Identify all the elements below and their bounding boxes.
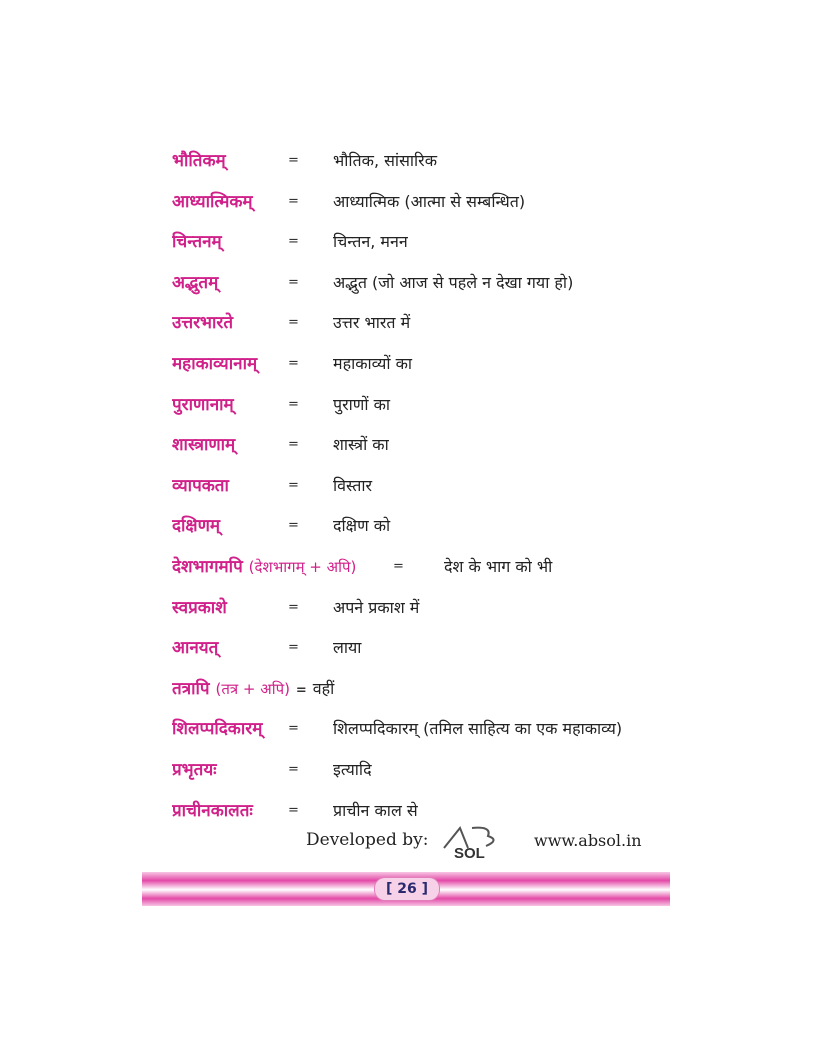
glossary-meaning: वहीं xyxy=(312,678,335,698)
glossary-term: व्यापकता xyxy=(172,475,229,496)
equals-sign: = xyxy=(295,682,307,698)
glossary-row xyxy=(172,512,692,553)
glossary-term-word: देशभागमपि xyxy=(172,556,243,577)
equals-sign: = xyxy=(288,761,299,777)
glossary-meaning: भौतिक, सांसारिक xyxy=(333,151,438,170)
glossary-row xyxy=(172,553,692,594)
glossary-row xyxy=(172,756,692,797)
glossary-row xyxy=(172,228,692,269)
glossary-meaning: विस्तार xyxy=(333,475,373,495)
glossary-meaning: अपने प्रकाश में xyxy=(333,597,420,617)
equals-sign: = xyxy=(288,721,299,737)
equals-sign: = xyxy=(288,396,299,412)
glossary-term-note: (देशभागम् + अपि) xyxy=(248,557,357,576)
equals-sign: = xyxy=(288,640,299,656)
glossary-row xyxy=(172,188,692,229)
glossary-term: शिलप्पदिकारम् xyxy=(172,719,263,740)
equals-sign: = xyxy=(288,802,299,818)
glossary-term: उत्तरभारते xyxy=(172,313,234,334)
equals-sign: = xyxy=(288,477,299,493)
glossary-meaning: देश के भाग को भी xyxy=(444,556,553,576)
equals-sign: = xyxy=(288,153,299,168)
glossary-row xyxy=(172,309,692,350)
equals-sign: = xyxy=(288,437,299,453)
glossary-meaning: चिन्तन, मनन xyxy=(333,232,408,252)
logo-b-shape xyxy=(472,828,494,846)
glossary-meaning: महाकाव्यों का xyxy=(333,353,413,373)
glossary-meaning: अद्भुत (जो आज से पहले न देखा गया हो) xyxy=(333,272,574,292)
equals-sign: = xyxy=(288,355,299,371)
equals-sign: = xyxy=(288,234,299,250)
glossary-row xyxy=(172,269,692,310)
glossary-meaning: शास्त्रों का xyxy=(333,435,389,455)
glossary-term: महाकाव्यानाम् xyxy=(172,353,258,374)
glossary-row xyxy=(172,350,692,391)
equals-sign: = xyxy=(288,315,299,331)
glossary-term: पुराणानाम् xyxy=(172,394,234,415)
glossary-term: चिन्तनम् xyxy=(172,232,222,253)
glossary-row xyxy=(172,147,692,188)
glossary-list xyxy=(172,147,692,827)
glossary-row xyxy=(172,797,692,828)
equals-sign: = xyxy=(393,558,404,574)
developed-by-label: Developed by: xyxy=(306,830,429,850)
glossary-meaning: शिलप्पदिकारम् (तमिल साहित्य का एक महाकाव्य) xyxy=(333,719,623,739)
glossary-row xyxy=(172,472,692,513)
glossary-meaning: लाया xyxy=(333,638,362,658)
website-link[interactable]: www.absol.in xyxy=(534,831,642,850)
glossary-meaning: आध्यात्मिक (आत्मा से सम्बन्धित) xyxy=(333,191,526,211)
glossary-term: प्रभृतयः xyxy=(172,759,217,780)
glossary-row xyxy=(172,675,692,716)
glossary-meaning: इत्यादि xyxy=(333,759,372,779)
equals-sign: = xyxy=(288,274,299,290)
glossary-term-word: तत्रापि xyxy=(172,678,210,699)
glossary-meaning: प्राचीन काल से xyxy=(333,800,418,820)
absol-logo xyxy=(438,822,514,862)
glossary-term: अद्भुतम् xyxy=(172,272,219,293)
glossary-term-note: (तत्र + अपि) xyxy=(215,679,290,698)
glossary-term xyxy=(172,553,356,581)
glossary-term: भौतिकम् xyxy=(172,151,226,171)
glossary-row xyxy=(172,391,692,432)
glossary-term xyxy=(172,675,334,705)
glossary-term: शास्त्राणाम् xyxy=(172,435,236,456)
glossary-row xyxy=(172,431,692,472)
glossary-term: दक्षिणम् xyxy=(172,516,221,537)
glossary-row xyxy=(172,634,692,675)
glossary-meaning: उत्तर भारत में xyxy=(333,313,411,333)
glossary-term: आनयत् xyxy=(172,638,219,659)
glossary-term: आध्यात्मिकम् xyxy=(172,191,253,212)
equals-sign: = xyxy=(288,599,299,615)
glossary-row xyxy=(172,715,692,756)
glossary-meaning: पुराणों का xyxy=(333,394,391,414)
developer-credit xyxy=(306,826,666,860)
equals-sign: = xyxy=(288,518,299,534)
glossary-term: स्वप्रकाशे xyxy=(172,597,227,618)
glossary-term: प्राचीनकालतः xyxy=(172,800,253,821)
glossary-meaning: दक्षिण को xyxy=(333,516,391,536)
glossary-row xyxy=(172,594,692,635)
equals-sign: = xyxy=(288,193,299,209)
logo-sol-text: SOL xyxy=(454,845,485,862)
page-number: [ 26 ] xyxy=(374,877,440,901)
